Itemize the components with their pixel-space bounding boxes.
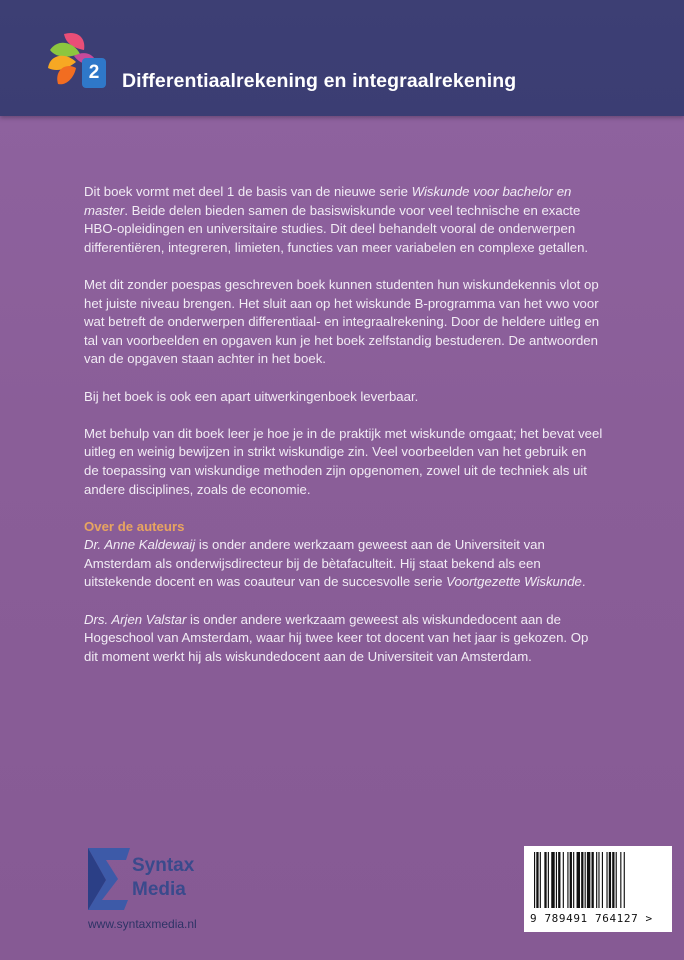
barcode-bar xyxy=(606,852,607,908)
volume-number-badge: 2 xyxy=(82,58,106,88)
author-1-text: is onder andere werkzaam geweest aan de Universiteit van Amsterdam als onderwijsdirecteur bij de bètafaculteit. Hij staat bekend als een uitstekende docent en was coauteur van de succesvolle serie xyxy=(84,537,545,590)
barcode-bar xyxy=(577,852,580,908)
author-1-end: . xyxy=(581,574,586,590)
author-1-name: Dr. Anne Kaldewaij xyxy=(84,537,196,553)
publisher-url[interactable]: www.syntaxmedia.nl xyxy=(88,917,197,931)
barcode-bar xyxy=(598,852,599,908)
author-1-bio xyxy=(84,536,604,592)
barcode-bar xyxy=(544,852,546,908)
barcode-bar xyxy=(581,852,583,908)
intro-text-a: Dit boek vormt met deel 1 de basis van de nieuwe serie xyxy=(84,184,412,199)
publisher-logo xyxy=(86,846,216,914)
barcode-bar xyxy=(585,852,586,908)
paragraph-intro xyxy=(84,183,604,257)
barcode-bar xyxy=(540,852,541,908)
isbn-number: 9 789491 764127 > xyxy=(530,912,653,925)
isbn-barcode xyxy=(524,846,672,932)
series-name-italic: Wiskunde voor bachelor en master xyxy=(84,184,572,218)
author-1-series: Voortgezette Wiskunde xyxy=(446,574,582,590)
barcode-bar xyxy=(602,852,603,908)
barcode-bar xyxy=(570,852,572,908)
barcode-bar xyxy=(596,852,597,908)
barcode-bar xyxy=(536,852,538,908)
blurb-text xyxy=(84,183,604,685)
barcode-bar xyxy=(624,852,625,908)
barcode-bar xyxy=(609,852,611,908)
series-title: Differentiaalrekening en integraalrekening xyxy=(122,70,517,92)
intro-text-c: . Beide delen bieden samen de basiswiskunde voor veel technische en exacte HBO-opleidingen en universitaire studies. Dit deel behandelt vooral de onderwerpen differentiëren, integreren, limieten, functies van meer variabelen en complexe getallen. xyxy=(84,202,589,255)
barcode-bar xyxy=(612,852,614,908)
publisher-name-line1: Syntax xyxy=(132,855,195,876)
barcode-bar xyxy=(563,852,564,908)
barcode-bar xyxy=(551,852,554,908)
barcode-bar xyxy=(616,852,617,908)
paragraph-practice: Met behulp van dit boek leer je hoe je in de praktijk met wiskunde omgaat; het bevat veel uitleg en weinig bewijzen in strikt wiskundige zin. Veel voorbeelden van het gebruik en de toepassing van wiskundige methoden zijn opgenomen, zowel uit de techniek als uit andere disciplines, zoals de economie. xyxy=(84,425,603,497)
authors-heading: Over de auteurs xyxy=(84,518,185,534)
series-header-band xyxy=(0,0,684,116)
publisher-name-line2: Media xyxy=(132,879,186,900)
sigma-logo-icon xyxy=(86,846,132,912)
barcode-bar xyxy=(573,852,574,908)
barcode-bar xyxy=(556,852,557,908)
author-2-bio xyxy=(84,611,604,667)
barcode-bars xyxy=(532,852,664,910)
barcode-bar xyxy=(548,852,549,908)
paragraph-workbook: Bij het boek is ook een apart uitwerkingenboek leverbaar. xyxy=(84,388,419,404)
author-2-name: Drs. Arjen Valstar xyxy=(84,611,187,627)
barcode-bar xyxy=(558,852,560,908)
author-2-text: is onder andere werkzaam geweest als wiskundedocent aan de Hogeschool van Amsterdam, waar hij twee keer tot docent van het jaar is gekozen. Op dit moment werkt hij als wiskundedocent aan de Universiteit van Amsterdam. xyxy=(84,611,589,664)
barcode-bar xyxy=(567,852,568,908)
barcode-bar xyxy=(534,852,535,908)
barcode-bar xyxy=(587,852,590,908)
barcode-bar xyxy=(620,852,621,908)
paragraph-approach: Met dit zonder poespas geschreven boek kunnen studenten hun wiskundekennis vlot op het juiste niveau brengen. Het sluit aan op het wiskunde B-programma van het vwo voor wat betreft de onderwerpen differentiaal- en integraalrekening. Door de heldere uitleg en tal van voorbeelden en opgaven kun je het boek zelfstandig bestuderen. De antwoorden van de opgaven staan achter in het boek. xyxy=(84,276,600,367)
barcode-bar xyxy=(592,852,594,908)
